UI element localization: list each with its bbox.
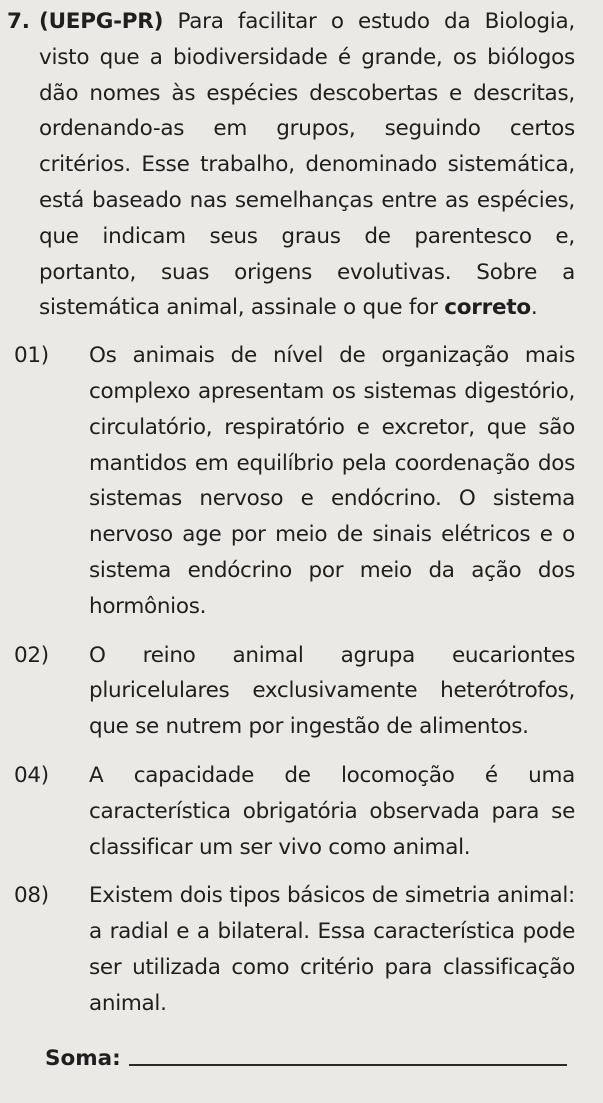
alternative-code: 01) — [14, 343, 49, 369]
alternative-01 — [7, 338, 575, 624]
alternative-08 — [7, 878, 575, 1021]
alternative-02 — [7, 638, 575, 745]
question-source: (UEPG-PR) — [39, 9, 164, 34]
question-intro-text: Para facilitar o estudo da Biologia, visto que a biodiversidade é grande, os biólogos dão nomes às espécies descobertas e descritas, ordenando-as em grupos, seguindo certos critérios. Esse trabalho, denominado sistemática, está baseado nas semelhanças entre as espécies, que indicam seus graus de parentesco e, portanto, suas origens evolutivas. Sobre a sistemática animal, assinale o que for — [39, 9, 576, 321]
soma-answer-line[interactable] — [129, 1063, 567, 1066]
alternative-code: 08) — [14, 883, 49, 909]
soma-answer — [7, 1046, 575, 1071]
alternative-text: A capacidade de locomoção é uma característica obrigatória observada para se classificar um ser vivo como animal. — [89, 762, 575, 860]
alternative-text: Os animais de nível de organização mais complexo apresentam os sistemas digestório, circulatório, respiratório e excretor, que são mantidos em equilíbrio pela coordenação dos sistemas nervoso e endócrino. O sistema nervoso age por meio de sinais elétricos e o sistema endócrino por meio da ação dos hormônios. — [89, 343, 575, 619]
question-number: 7. — [7, 9, 30, 34]
question-end: . — [530, 295, 538, 321]
question-emphasis: correto — [444, 295, 531, 321]
alternatives-list — [7, 338, 575, 1021]
alternative-04 — [7, 758, 575, 865]
question-header — [7, 4, 575, 326]
soma-label: Soma: — [45, 1045, 121, 1071]
alternative-text: Existem dois tipos básicos de simetria animal: a radial e a bilateral. Essa característica pode ser utilizada como critério para classificação animal. — [89, 883, 575, 1016]
alternative-code: 04) — [14, 762, 49, 788]
alternative-text: O reino animal agrupa eucariontes pluricelulares exclusivamente heterótrofos, que se nutrem por ingestão de alimentos. — [89, 642, 575, 740]
question-statement — [7, 4, 575, 326]
question-intro — [39, 4, 575, 326]
alternative-code: 02) — [14, 642, 49, 668]
